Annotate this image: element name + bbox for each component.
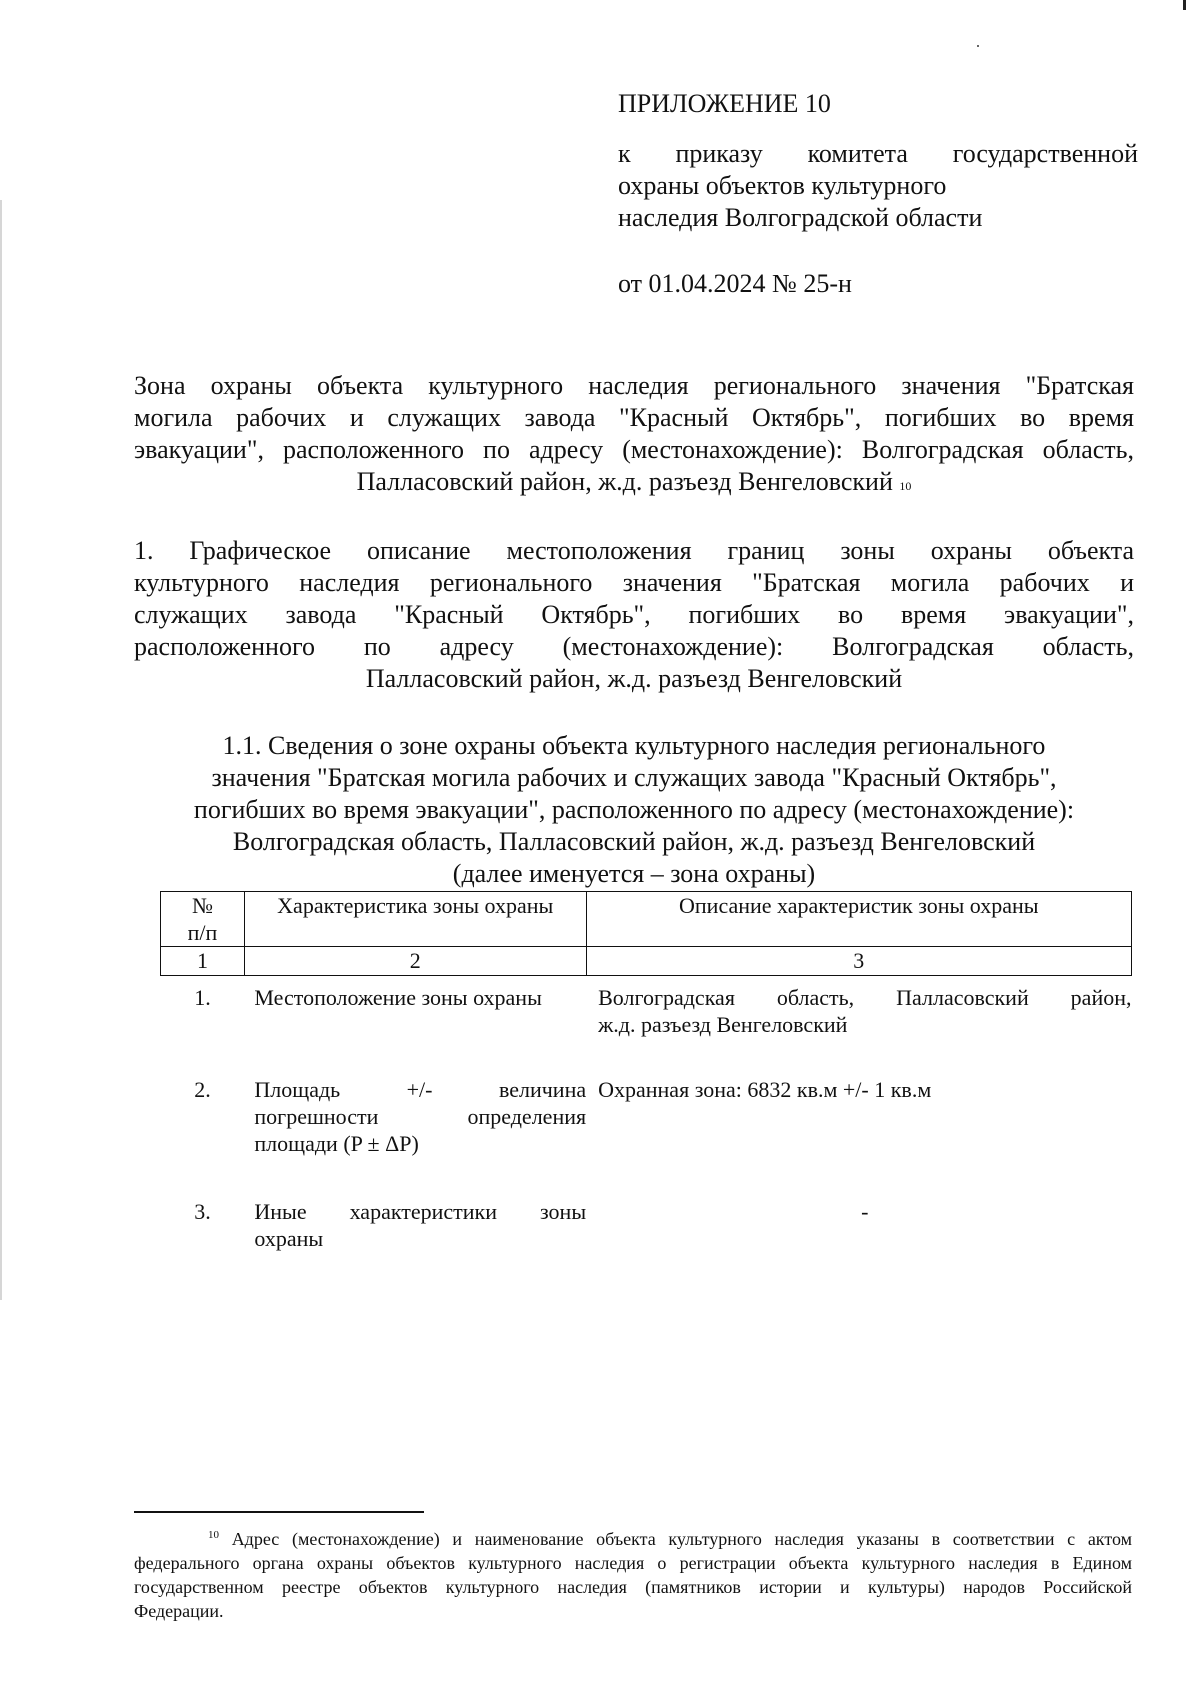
document-heading <box>134 370 1134 498</box>
heading-line-text: Палласовский район, ж.д. разъезд Венгеловский <box>356 467 893 496</box>
footnote-line: федерального органа охраны объектов культурного наследия о регистрации объекта культурного наследия в Едином <box>134 1553 1132 1573</box>
colnum-3: 3 <box>586 947 1131 976</box>
row-description <box>586 1190 1131 1268</box>
subsection-line: (далее именуется – зона охраны) <box>452 859 816 888</box>
row-description <box>586 976 1131 1069</box>
row-characteristic <box>244 976 586 1069</box>
footnote-line: Федерации. <box>134 1601 224 1621</box>
footnote-separator <box>134 1511 424 1513</box>
appendix-block <box>618 88 1138 300</box>
row-characteristic <box>244 1190 586 1268</box>
footnote <box>134 1523 1132 1623</box>
row-description-line: Волгоградская область, Палласовский район, <box>598 985 1132 1010</box>
row-description-line: ж.д. разъезд Венгеловский <box>598 1012 848 1037</box>
header-characteristic: Характеристика зоны охраны <box>244 892 586 947</box>
row-characteristic <box>244 1068 586 1190</box>
row-characteristic-line: охраны <box>254 1226 324 1251</box>
row-characteristic-line: погрешности определения <box>254 1104 587 1129</box>
heading-line: эвакуации", расположенного по адресу (местонахождение): Волгоградская область, <box>134 435 1134 464</box>
header-num-symbol: № <box>191 893 213 918</box>
table-colnum-row <box>161 947 1132 976</box>
row-characteristic-line: Площадь +/- величина <box>254 1077 587 1102</box>
zone-table <box>160 891 1132 1268</box>
row-characteristic-line: Иные характеристики зоны <box>254 1199 587 1224</box>
section-1-line: служащих завода "Красный Октябрь", погибших во время эвакуации", <box>134 600 1134 629</box>
subsection-line: значения "Братская могила рабочих и служащих завода "Красный Октябрь", <box>211 763 1057 792</box>
section-1-line: расположенного по адресу (местонахождение): Волгоградская область, <box>134 632 1134 661</box>
section-1 <box>134 535 1134 695</box>
footnote-line: государственном реестре объектов культурного наследия (памятников истории и культуры) народов Российской <box>134 1577 1132 1597</box>
colnum-1: 1 <box>161 947 245 976</box>
section-1-line: культурного наследия регионального значения "Братская могила рабочих и <box>134 568 1134 597</box>
appendix-basis-line: к приказу комитета государственной <box>618 139 1138 168</box>
appendix-basis <box>618 138 1138 234</box>
row-characteristic-line: Местоположение зоны охраны <box>254 985 542 1010</box>
header-description: Описание характеристик зоны охраны <box>586 892 1131 947</box>
appendix-basis-line: наследия Волгоградской области <box>618 203 983 232</box>
subsection-1-1 <box>134 730 1134 890</box>
heading-line: Зона охраны объекта культурного наследия регионального значения "Братская <box>134 371 1134 400</box>
scan-edge-artifact <box>0 200 2 1300</box>
footnote-line <box>134 1523 1132 1551</box>
row-num: 1. <box>194 985 211 1010</box>
table-header-row <box>161 892 1132 947</box>
colnum-2: 2 <box>244 947 586 976</box>
row-characteristic-line: площади (P ± ΔP) <box>254 1131 419 1156</box>
section-1-line: 1. Графическое описание местоположения границ зоны охраны объекта <box>134 536 1134 565</box>
table-row <box>161 1190 1132 1268</box>
header-num-label: п/п <box>187 920 218 945</box>
appendix-basis-line: охраны объектов культурного <box>618 171 947 200</box>
heading-line-last <box>134 466 1134 498</box>
scan-dot-artifact <box>977 45 979 47</box>
subsection-line: 1.1. Сведения о зоне охраны объекта культурного наследия регионального <box>222 731 1046 760</box>
table-row <box>161 1068 1132 1190</box>
footnote-reference: 10 <box>899 479 912 493</box>
subsection-line: Волгоградская область, Палласовский район, ж.д. разъезд Венгеловский <box>232 827 1036 856</box>
row-description-line: Охранная зона: 6832 кв.м +/- 1 кв.м <box>598 1077 932 1102</box>
row-description <box>586 1068 1131 1190</box>
appendix-title: ПРИЛОЖЕНИЕ 10 <box>618 89 831 118</box>
row-description-line: - <box>861 1199 869 1224</box>
heading-line: могила рабочих и служащих завода "Красный Октябрь", погибших во время <box>134 403 1134 432</box>
footnote-line-text: Адрес (местонахождение) и наименование объекта культурного наследия указаны в соответствии с актом <box>231 1529 1132 1549</box>
row-num: 2. <box>194 1077 211 1102</box>
header-num <box>161 892 245 947</box>
section-1-line: Палласовский район, ж.д. разъезд Венгеловский <box>365 664 903 693</box>
footnote-mark: 10 <box>208 1529 219 1541</box>
scan-mark-artifact <box>1183 0 1186 10</box>
row-num: 3. <box>194 1199 211 1224</box>
appendix-date: от 01.04.2024 № 25-н <box>618 269 852 298</box>
table-row <box>161 976 1132 1069</box>
subsection-line: погибших во время эвакуации", расположенного по адресу (местонахождение): <box>193 795 1075 824</box>
